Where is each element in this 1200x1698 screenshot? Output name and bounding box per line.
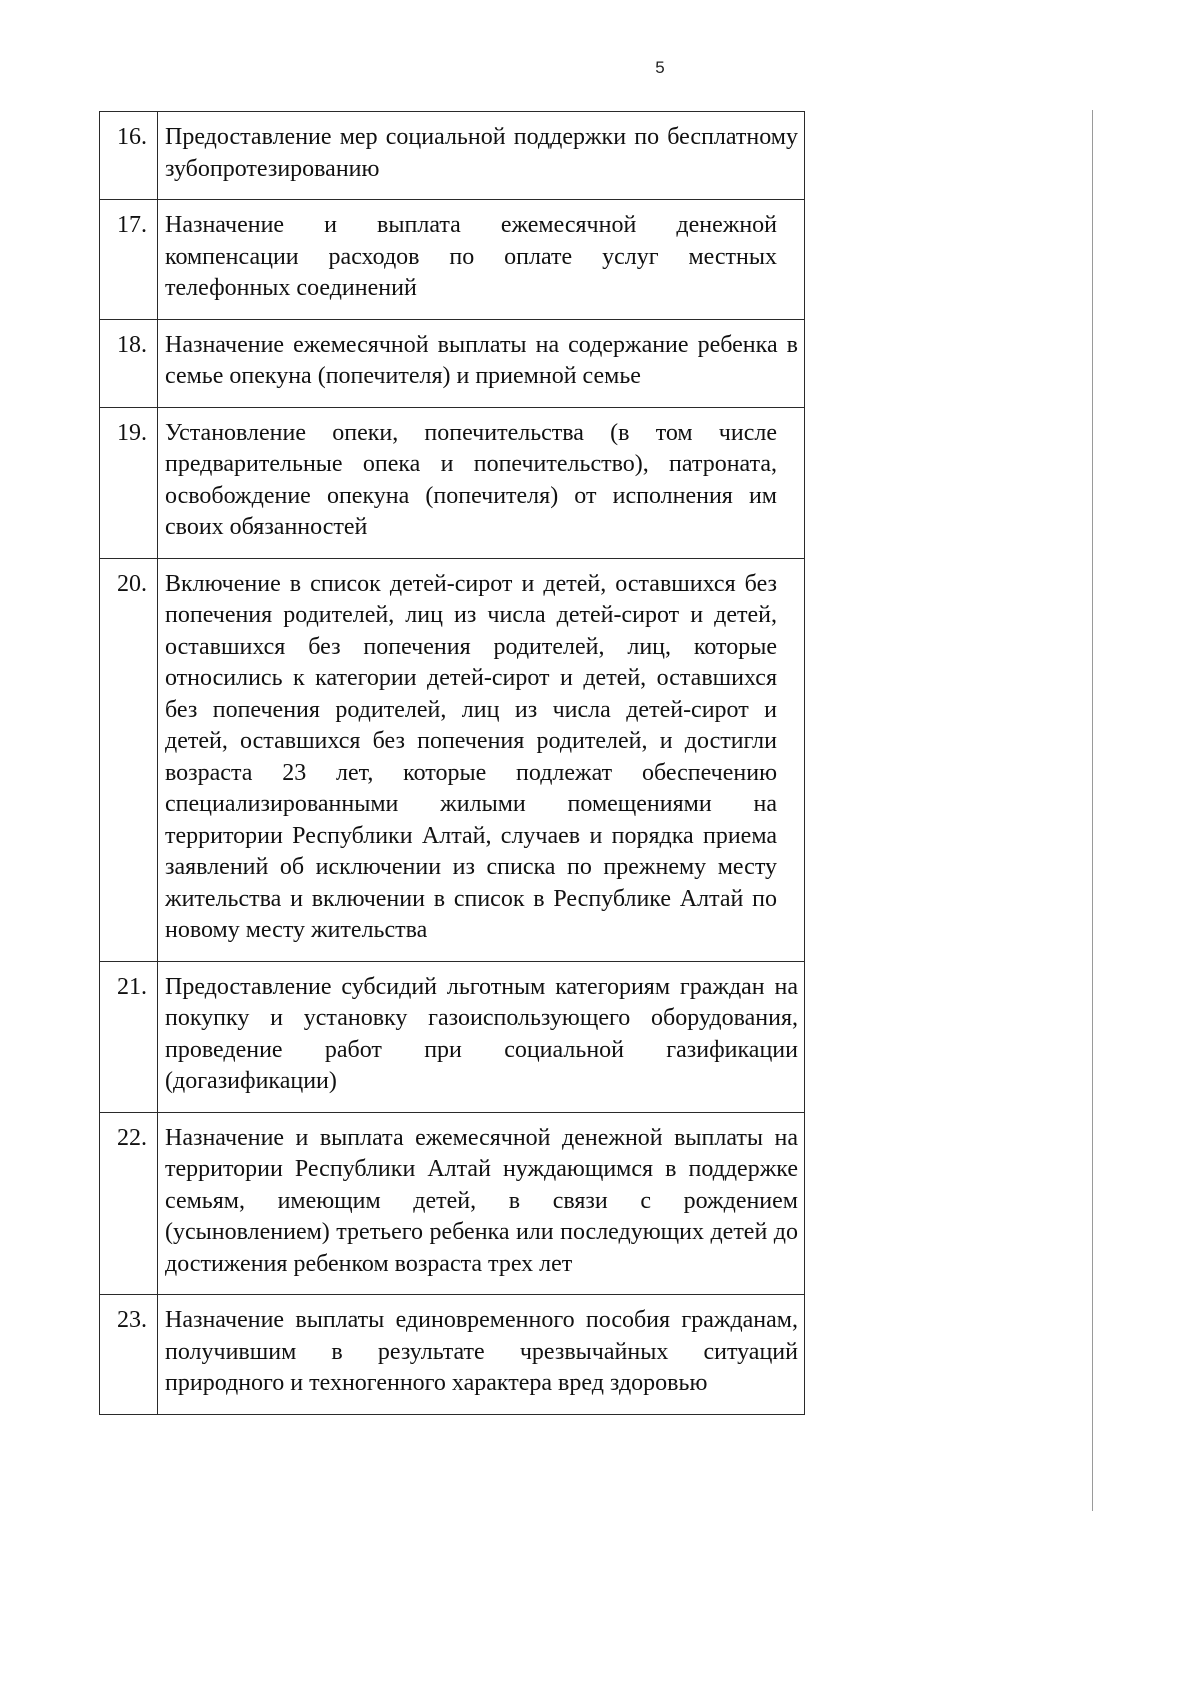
table-row bbox=[100, 200, 805, 320]
table-row bbox=[100, 407, 805, 558]
table-row bbox=[100, 112, 805, 200]
row-number: 16. bbox=[100, 112, 158, 200]
row-description: Назначение и выплата ежемесячной денежной компенсации расходов по оплате услуг местных телефонных соединений bbox=[158, 200, 805, 320]
table-row bbox=[100, 1112, 805, 1295]
row-number: 23. bbox=[100, 1295, 158, 1415]
right-margin-rule bbox=[1092, 110, 1093, 1511]
row-number: 21. bbox=[100, 961, 158, 1112]
row-description: Назначение ежемесячной выплаты на содержание ребенка в семье опекуна (попечителя) и приемной семье bbox=[158, 319, 805, 407]
row-description: Назначение выплаты единовременного пособия гражданам, получившим в результате чрезвычайных ситуаций природного и техногенного характера вред здоровью bbox=[158, 1295, 805, 1415]
row-number: 20. bbox=[100, 558, 158, 961]
table-row bbox=[100, 961, 805, 1112]
row-number: 18. bbox=[100, 319, 158, 407]
page-number: 5 bbox=[655, 58, 665, 77]
table-row bbox=[100, 1295, 805, 1415]
services-table bbox=[99, 111, 805, 1415]
row-description: Предоставление субсидий льготным категориям граждан на покупку и установку газоиспользующего оборудования, проведение работ при социальной газификации (догазификации) bbox=[158, 961, 805, 1112]
row-description: Предоставление мер социальной поддержки по бесплатному зубопротезированию bbox=[158, 112, 805, 200]
row-number: 19. bbox=[100, 407, 158, 558]
table-row bbox=[100, 558, 805, 961]
row-number: 17. bbox=[100, 200, 158, 320]
row-description: Назначение и выплата ежемесячной денежной выплаты на территории Республики Алтай нуждающимся в поддержке семьям, имеющим детей, в связи с рождением (усыновлением) третьего ребенка или последующих детей до достижения ребенком возраста трех лет bbox=[158, 1112, 805, 1295]
row-number: 22. bbox=[100, 1112, 158, 1295]
table-row bbox=[100, 319, 805, 407]
row-description: Включение в список детей-сирот и детей, оставшихся без попечения родителей, лиц из числа детей-сирот и детей, оставшихся без попечения родителей, лиц, которые относились к категории детей-сирот и детей, оставшихся без попечения родителей, лиц из числа детей-сирот и детей, оставшихся без попечения родителей, и достигли возраста 23 лет, которые подлежат обеспечению специализированными жилыми помещениями на территории Республики Алтай, случаев и порядка приема заявлений об исключении из списка по прежнему месту жительства и включении в список в Республике Алтай по новому месту жительства bbox=[158, 558, 805, 961]
row-description: Установление опеки, попечительства (в том числе предварительные опека и попечительство), патроната, освобождение опекуна (попечителя) от исполнения им своих обязанностей bbox=[158, 407, 805, 558]
